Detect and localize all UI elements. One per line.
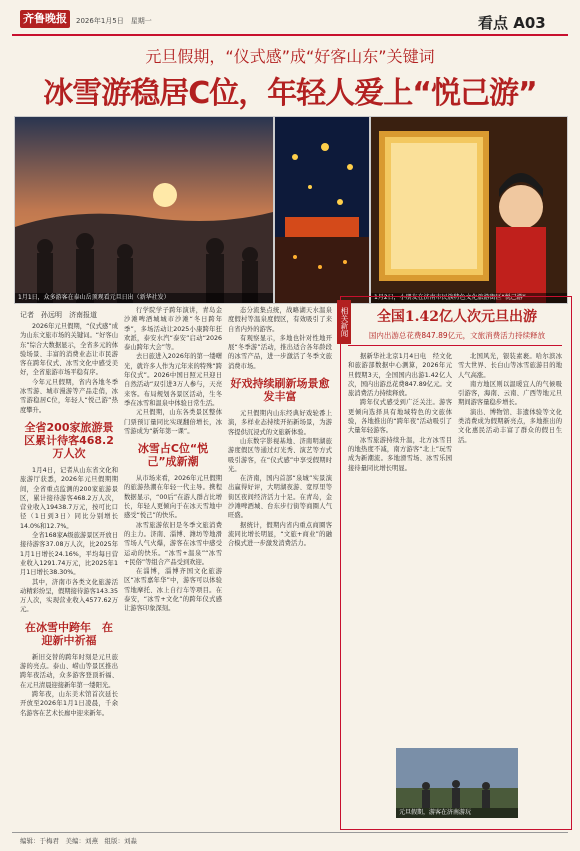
paragraph: 跨年仪式感受到广泛关注。游客更倾向选择具有地域特色的文旅体验，各地推出的“跨年夜”活动吸引了大量年轻游客。 <box>348 399 452 435</box>
newspaper-logo: 齐鲁晚报 <box>20 10 70 28</box>
kicker-headline: 元旦假期，“仪式感”成“好客山东”关键词 <box>145 47 435 66</box>
article-column-2 <box>124 306 222 827</box>
article-column-3 <box>228 306 332 827</box>
paragraph: 跨年夜，山东美术馆首次延长开放至2026年1月1日凌晨，千余名游客在艺术长廊中迎来新年。 <box>20 690 118 717</box>
paragraph: 态分流集点统，战略湖天水温泉度假村等温泉度假区，有效吸引了来自省内外的游客。 <box>228 307 332 333</box>
paragraph: 2026年元旦假期，“仪式感”成为山东文旅市场的关键词。“好客山东”综合大数据显示，全省多元的体验场景、丰富的消费业态让市民游客在跨年仪式、冰雪文化中感受美好，全省旅游市场平稳有序。 <box>20 323 118 377</box>
footer-divider <box>12 832 568 833</box>
byline: 记者 孙远明 济南报道 <box>20 311 97 319</box>
paragraph: 南方地区则以温暖宜人的气候吸引游客，海南、云南、广西等地元旦期间游客量稳步增长。 <box>458 380 562 407</box>
subheading: 好戏持续刷新场景愈发丰富 <box>230 377 330 404</box>
paragraph: 行学院学子跨年演讲，青岛金沙滩啤酒城城市沙滩“冬日跨年季”，多场活动让2025小康跨年狂欢派，泰安水汽“泰安”启动“2026泰山跨年大会”等。 <box>124 307 222 352</box>
paragraph: 演出、博物馆、非遗体验等文化类消费成为假期新亮点，多地推出的文化惠民活动丰富了群众的假日生活。 <box>458 408 562 444</box>
paragraph: 1月4日，记者从山东省文化和旅游厅获悉，2026年元旦假期期间，全省重点监测的200家旅游景区，累计接待游客468.2万人次，营业收入19438.7万元，按可比口径（1日到3日）同比分别增长14.0%和12.7%。 <box>20 466 118 530</box>
sidebar-column-right <box>458 352 562 744</box>
photo-sunrise-crowd <box>14 116 274 304</box>
header-divider <box>12 34 568 36</box>
paragraph: 从市场来看，2026年元旦假期的旅游热潮在年轻一代主导。携程数据显示，“00后”在游人群占比增长，年轻人更倾向于在冰天雪地中感受“悦己”的快乐。 <box>124 475 222 520</box>
sidebar-column-left <box>348 352 452 744</box>
paragraph: 新旧交替的跨年时刻是元旦旅游的亮点。泰山、崂山等景区推出跨年夜活动，众多游客登顶祈福、在元旦清晨迎接新年第一缕阳光。 <box>20 653 118 689</box>
editor-credits: 编辑：于梅君 美编：刘燕 组版：刘淼 <box>20 837 137 845</box>
night-festival-image <box>275 117 369 303</box>
paragraph: 元旦假期，山东各类景区整体门票预订量同比实现翻倍增长，冰雪游成为“新年第一课”。 <box>124 409 222 435</box>
paragraph: 北国风光，银装素裹。哈尔滨冰雪大世界、长白山等冰雪旅游目的地人气高涨。 <box>458 353 562 379</box>
subheading: 全省200家旅游景区累计待客468.2万人次 <box>24 420 114 460</box>
related-news-subtitle: 国内出游总花费847.89亿元，文旅消费活力持续释放 <box>368 331 546 340</box>
paragraph: 有观察显示，多地也针对性地开展“冬季游”活动，推出适合各年龄段的冰雪产品，进一步激活了冬季文旅消费市场。 <box>228 334 332 370</box>
page-header <box>0 0 580 36</box>
page-section: 看点 A03 <box>478 14 546 32</box>
sidebar-divider <box>348 345 562 346</box>
sidebar-photo <box>396 748 518 818</box>
subheading: 冰雪占C位“悦己”成新潮 <box>137 442 209 469</box>
photo-child-ice <box>370 116 568 304</box>
article-column-1 <box>20 322 118 827</box>
photo2-caption: 1月2日，小朋友在济南市民族特色文化旅游街区“悦己游” <box>371 293 567 303</box>
paragraph: 据统计，假期内省内重点商圈客流同比增长明显，“文旅+商业”的融合模式进一步激发消费活力。 <box>228 521 332 548</box>
related-news-title: 全国1.42亿人次元旦出游 <box>376 309 538 325</box>
paragraph: 元旦假期内山东经典好戏轮番上演，多样业态持续开拓新场景，为游客提供沉浸式的文旅新体验。 <box>228 410 332 436</box>
paragraph: 在济南，国内首部“泉城”实景演出赢得好评，大明湖夜游、宽厚里等街区夜间经济活力十足。在青岛，金沙滩啤酒城、台东步行街等商圈人气旺盛。 <box>228 475 332 520</box>
sunrise-crowd-image <box>15 117 273 303</box>
sidebar-photo-caption: 元旦假期，游客在济南游玩 <box>396 808 518 818</box>
photo-night-festival <box>274 116 370 304</box>
issue-date: 2026年1月5日 星期一 <box>76 17 152 25</box>
paragraph: 冰雪旅游持续升温，北方冰雪目的地热度不减，南方游客“北上”玩雪成为新潮流。多地滑雪场、冰雪乐园接待量同比增长明显。 <box>348 436 452 472</box>
paragraph: 今年元旦假期，省内各地冬季冰雪游、城市漫游等产品走俏，冰雪游稳居C位，年轻人“悦己游”热度攀升。 <box>20 378 118 414</box>
paragraph: 其中，济南市各类文化旅游活动精彩纷呈，假期接待游客143.35万人次，实现营业收入4577.62万元。 <box>20 578 118 614</box>
subheading: 在冰雪中跨年 在迎新中祈福 <box>25 620 113 647</box>
photo1-caption: 1月1日，众多游客在泰山岳顶观看元旦日出（新华社发） <box>15 293 273 303</box>
paragraph: 去日旅进入2026年的第一缕曙光，就许多人作为元年来的特殊“跨年仪式”。2026中国日照元旦迎日自然活动“双引进3万人参与，天亮来客。布局规划各景区活动，生冬季在冰雪和温泉中体验日常生活。 <box>124 353 222 407</box>
paragraph: 据新华社北京1月4日电 经文化和旅游部数据中心测算，2026年元旦假期3天，全国国内出游1.42亿人次，国内出游总花费847.89亿元。文旅消费活力持续释放。 <box>348 353 452 398</box>
paragraph: 在淄博，淄博齐国文化旅游区“冰雪嘉年华”中，游客可以体验雪地摩托、冰上自行车等项目。在泰安，“冰雪+文化”的跨年仪式感让游客印象深刻。 <box>124 568 222 613</box>
child-ice-image <box>371 117 567 303</box>
main-headline: 冰雪游稳居C位，年轻人爱上“悦己游” <box>43 76 537 111</box>
related-news-tag: 相关新闻 <box>337 300 351 344</box>
paragraph: 冰雪旅游依旧是冬季文旅消费的主力。济南、淄博、潍坊等地滑雪场人气火爆，游客在冰雪中感受运动的快乐。“冰雪+温泉”“冰雪+民俗”等组合产品受到欢迎。 <box>124 521 222 566</box>
paragraph: 全省168家A级旅游景区开放日接待游客37.08万人次，比2025年1月1日增长24.16%，平均每日营业收入1291.74万元，比2025年1月1日增长38.30%。 <box>20 532 118 577</box>
paragraph: 山东数字影视基地、济南明湖旅游度假区等通过灯光秀、演艺等方式吸引游客，在“仪式感”中享受假期时光。 <box>228 437 332 473</box>
